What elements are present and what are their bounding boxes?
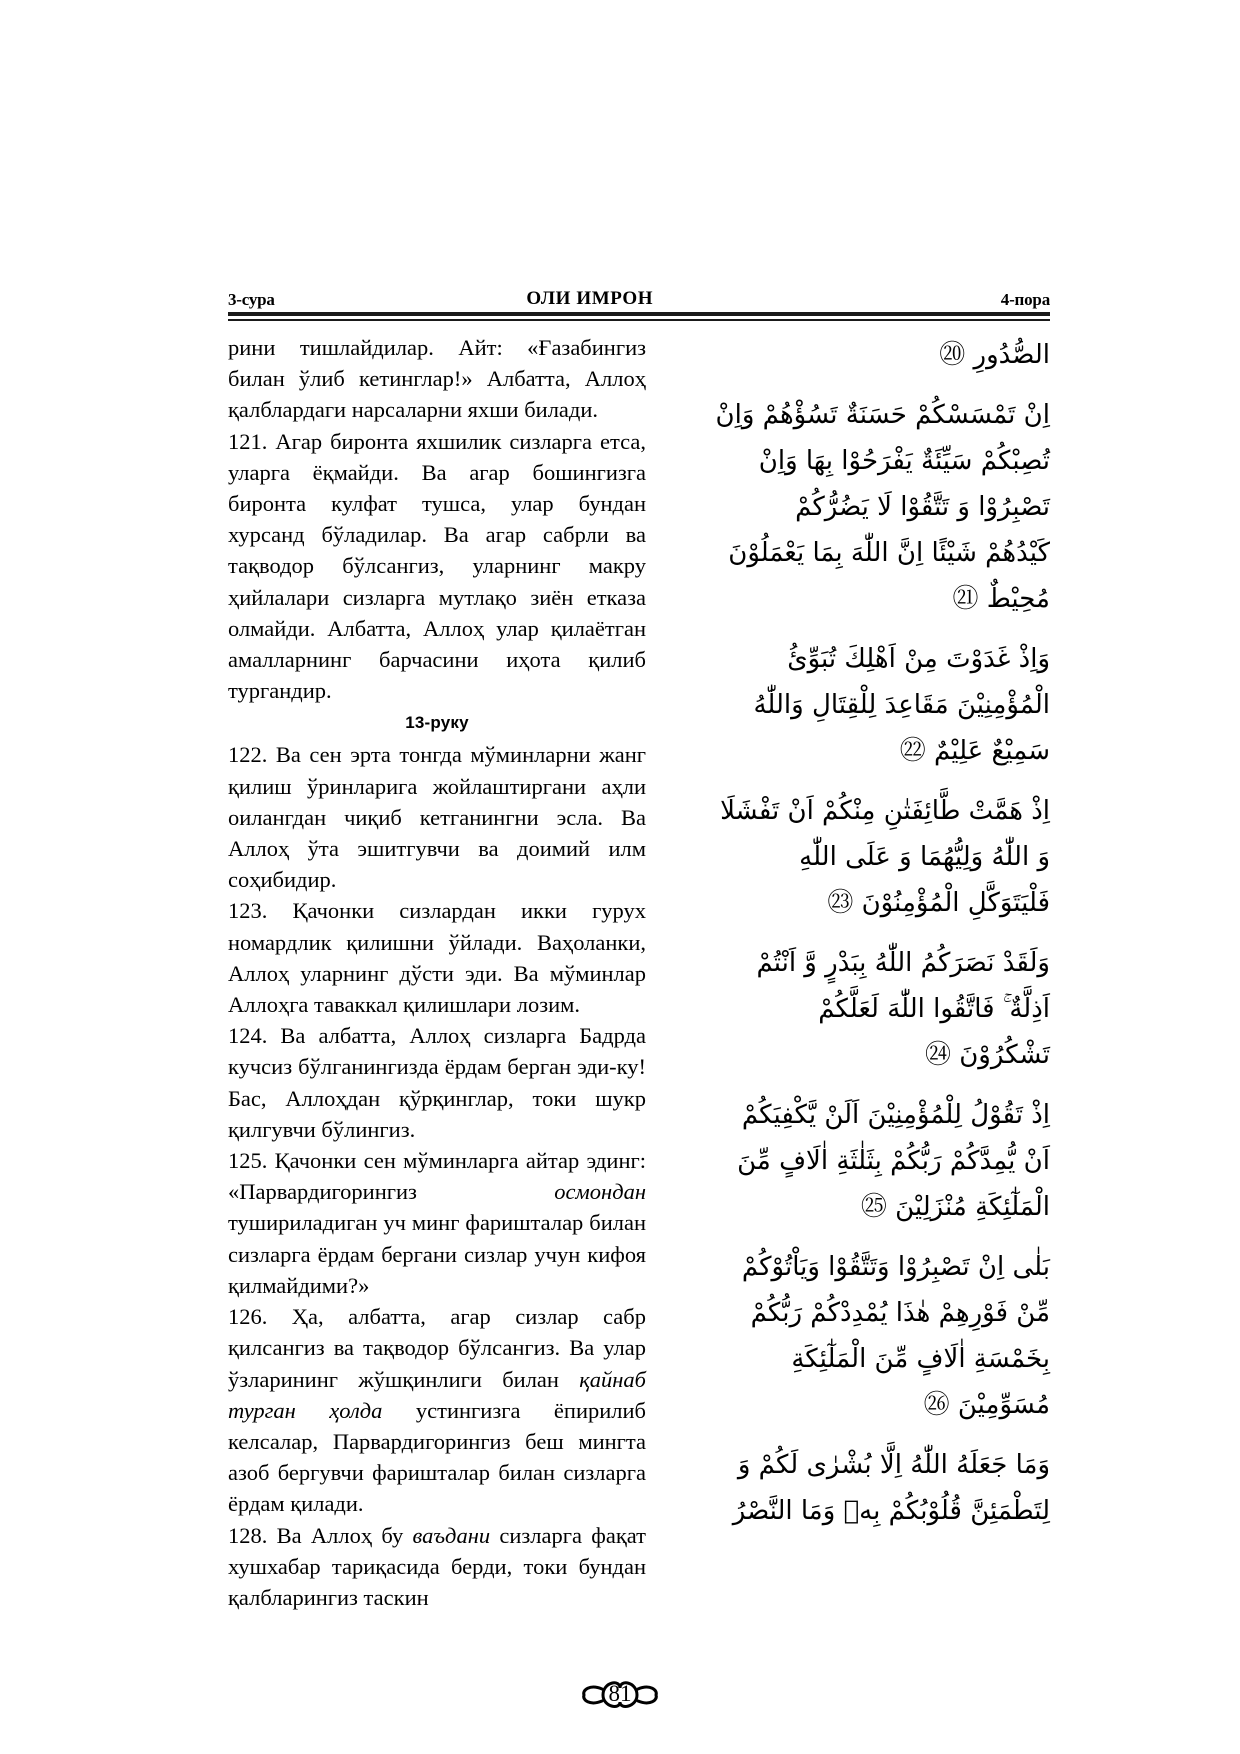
body-area xyxy=(228,332,1050,1610)
arabic-block-124 xyxy=(658,940,1050,1078)
header-juz-label: 4-пора xyxy=(1000,290,1050,309)
arabic-line: الْمُؤْمِنِيْنَ مَقَاعِدَ لِلْقِتَالِ وَاللّٰهُ xyxy=(753,690,1050,720)
arabic-block-128 xyxy=(658,1442,1050,1534)
verse-124: 124. Ва албатта, Аллоҳ сизларга Бадрда кучсиз бўлганингизда ёрдам берган эди-ку! Бас, Аллоҳдан қўрқинглар, токи шукр қилгувчи бўлингиз. xyxy=(228,1023,646,1142)
arabic-line: مِّنْ فَوْرِهِمْ هٰذَا يُمْدِدْكُمْ رَبُّكُمْ xyxy=(750,1298,1050,1328)
arabic-line: وَمَا جَعَلَهُ اللّٰهُ اِلَّا بُشْرٰى لَكُمْ وَ xyxy=(737,1450,1050,1480)
verse-121: 121. Агар биронта яхшилик сизларга етса, уларга ёқмайди. Ва агар бошингизга биронта кулфат тушса, улар бундан хурсанд бўладилар. Ва агар сабрли ва тақводор бўлсангиз, уларнинг макру ҳийлалари сизларга мутлақо зиён етказа олмайди. Албатта, Аллоҳ улар қилаётган амалларнинг барчасини иҳота қилиб тургандир. xyxy=(228,428,646,704)
arabic-line: تَصْبِرُوْا وَ تَتَّقُوْا لَا يَضُرُّكُمْ xyxy=(795,492,1050,522)
arabic-line: بِخَمْسَةِ اٰلَافٍ مِّنَ الْمَلٰٓئِكَةِ xyxy=(791,1344,1050,1374)
arabic-line: اِنْ تَمْسَسْكُمْ حَسَنَةٌ تَسُؤْهُمْ وَاِنْ xyxy=(715,400,1050,430)
verse-125: 125. Қачонки сен мўминларга айтар эдинг: «Парвардигорингиз осмондан тушириладиган уч минг фаришталар билан сизларга ёрдам бергани сизлар учун кифоя қилмайдими?» xyxy=(228,1148,646,1298)
page-number-ornament xyxy=(560,1672,680,1718)
arabic-line: وَلَقَدْ نَصَرَكُمُ اللّٰهُ بِبَدْرٍ وَّ اَنْتُمْ xyxy=(756,948,1050,978)
arabic-block-126 xyxy=(658,1244,1050,1428)
arabic-quran-column xyxy=(658,332,1050,1548)
arabic-block-carryover xyxy=(658,332,1050,378)
arabic-line: وَاِذْ غَدَوْتَ مِنْ اَهْلِكَ تُبَوِّئُ xyxy=(787,644,1050,674)
arabic-line: الْمَلٰٓئِكَةِ مُنْزَلِيْنَ ㉕ xyxy=(860,1192,1050,1222)
page-number: 81 xyxy=(608,1681,632,1706)
ruku-heading: 13-руку xyxy=(405,713,469,733)
arabic-block-125 xyxy=(658,1092,1050,1230)
arabic-line: لِتَطْمَئِنَّ قُلُوْبُكُمْ بِهٖ وَمَا النَّصْرُ xyxy=(732,1496,1050,1526)
verse-126: 126. Ҳа, албатта, агар сизлар сабр қилсангиз ва тақводор бўлсангиз. Ва улар ўзларининг жўшқинлиги билан қайнаб турган ҳолда устингизга ёпирилиб келсалар, Парвардигорингиз беш мингта азоб бергувчи фаришталар билан сизларга ёрдам қилади. xyxy=(228,1304,646,1517)
arabic-block-121 xyxy=(658,392,1050,622)
paragraph-continuation: рини тишлайдилар. Айт: «Ғазабингиз билан ўлиб кетинглар!» Албатта, Аллоҳ қалблардаги нарсаларни яхши билади. xyxy=(228,335,646,423)
arabic-line: وَ اللّٰهُ وَلِيُّهُمَا وَ عَلَى اللّٰهِ xyxy=(799,842,1050,872)
arabic-line: مُحِيْطٌ ㉑ xyxy=(952,584,1050,614)
arabic-line: تَشْكُرُوْنَ ㉔ xyxy=(924,1040,1050,1070)
page-footer xyxy=(0,1672,1240,1723)
header-rule-thin xyxy=(228,319,1050,321)
uzbek-translation-column xyxy=(228,332,646,1613)
arabic-line: كَيْدُهُمْ شَيْئًا اِنَّ اللّٰهَ بِمَا يَعْمَلُوْنَ xyxy=(728,538,1050,568)
arabic-line: اَذِلَّةٌ ۚ فَاتَّقُوا اللّٰهَ لَعَلَّكُمْ xyxy=(818,994,1050,1024)
arabic-line: اِذْ هَمَّتْ طَّائِفَتٰنِ مِنْكُمْ اَنْ تَفْشَلَا xyxy=(720,796,1050,826)
arabic-line: سَمِيْعٌ عَلِيْمٌ ㉒ xyxy=(899,736,1050,766)
verse-123: 123. Қачонки сизлардан икки гурух номардлик қилишни ўйлади. Ваҳоланки, Аллоҳ уларнинг дўсти эди. Ва мўминлар Аллоҳга таваккал қилишлари лозим. xyxy=(228,898,646,1018)
arabic-line: بَلٰى اِنْ تَصْبِرُوْا وَتَتَّقُوْا وَيَاْتُوْكُمْ xyxy=(741,1252,1050,1282)
running-header xyxy=(228,282,1050,308)
header-sura-name: ОЛИ ИМРОН xyxy=(526,288,654,309)
arabic-line: الصُّدُورِ ⑳ xyxy=(939,340,1050,370)
verse-128: 128. Ва Аллоҳ бу ваъдани сизларга фақат хушхабар тариқасида берди, токи бундан қалбларингиз таскин xyxy=(228,1522,646,1610)
arabic-line: اَنْ يُّمِدَّكُمْ رَبُّكُمْ بِثَلٰثَةِ اٰلَافٍ مِّنَ xyxy=(737,1146,1050,1176)
arabic-line: فَلْيَتَوَكَّلِ الْمُؤْمِنُوْنَ ㉓ xyxy=(827,888,1050,918)
arabic-block-123 xyxy=(658,788,1050,926)
arabic-line: تُصِبْكُمْ سَيِّئَةٌ يَفْرَحُوْا بِهَا وَاِنْ xyxy=(758,446,1050,476)
arabic-line: مُسَوِّمِيْنَ ㉖ xyxy=(923,1390,1050,1420)
arabic-block-122 xyxy=(658,636,1050,774)
header-sura-label: 3-сура xyxy=(228,290,275,309)
arabic-line: اِذْ تَقُوْلُ لِلْمُؤْمِنِيْنَ اَلَنْ يَّكْفِيَكُمْ xyxy=(741,1100,1050,1130)
header-rule-thick xyxy=(228,312,1050,316)
verse-122: 122. Ва сен эрта тонгда мўминларни жанг қилиш ўринларига жойлаштиргани аҳли оилангдан чиқиб кетганингни эсла. Ва Аллоҳ ўта эшитгувчи ва доимий илм соҳибидир. xyxy=(228,742,646,893)
